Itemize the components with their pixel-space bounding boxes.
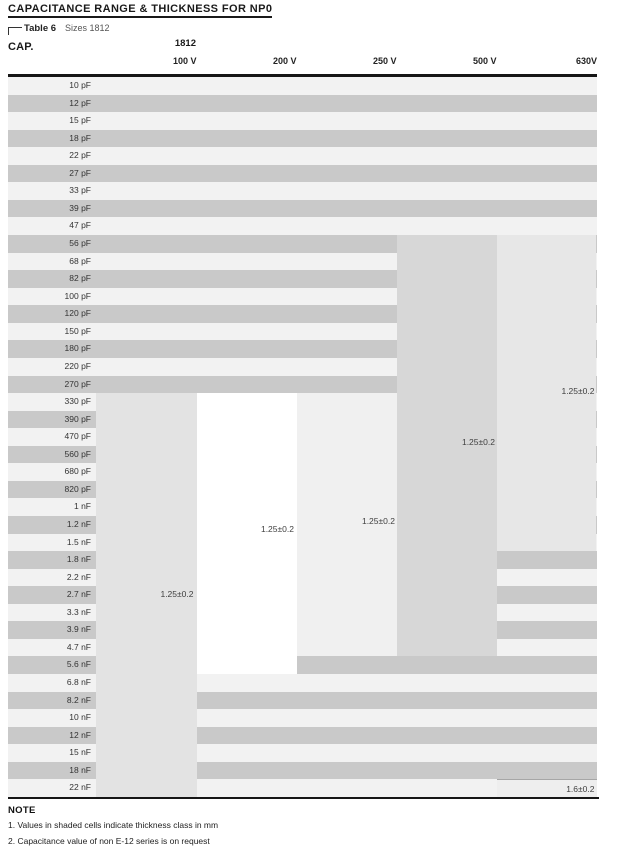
cap-row-label: 6.8 nF — [66, 677, 91, 688]
cap-row-label: 47 pF — [69, 220, 91, 231]
cap-row-label: 56 pF — [69, 238, 91, 249]
cap-row-label: 100 pF — [64, 290, 91, 301]
cap-row-label: 1.8 nF — [66, 554, 91, 565]
cap-row-stripe — [8, 130, 597, 148]
page-title: CAPACITANCE RANGE & THICKNESS FOR NP0 — [8, 3, 272, 18]
thickness-value: 1.6±0.2 — [566, 783, 595, 794]
cap-row-label: 1 nF — [73, 501, 91, 512]
corner-bracket-icon — [8, 27, 22, 35]
cap-row-label: 220 pF — [64, 360, 91, 371]
cap-row-stripe — [8, 165, 597, 183]
cap-row-label: 4.7 nF — [66, 641, 91, 652]
cap-row-label: 12 pF — [69, 97, 91, 108]
cap-row-label: 820 pF — [64, 483, 91, 494]
note-item-2: 2. Capacitance value of non E-12 series is on request — [8, 836, 210, 846]
size-group-header: 1812 — [174, 38, 196, 49]
cap-row-label: 180 pF — [64, 343, 91, 354]
note-item-1: 1. Values in shaded cells indicate thickness class in mm — [8, 820, 219, 830]
cap-row-label: 18 pF — [69, 132, 91, 143]
cap-row-label: 15 pF — [69, 115, 91, 126]
cap-row-label: 3.9 nF — [66, 624, 91, 635]
cap-row-label: 470 pF — [64, 431, 91, 442]
cap-row-label: 22 pF — [69, 150, 91, 161]
column-header-500v: 500 V — [472, 56, 497, 66]
thickness-value: 1.25±0.2 — [361, 515, 395, 526]
cap-column-header: CAP. — [8, 41, 34, 53]
thickness-value: 1.25±0.2 — [160, 588, 194, 599]
cap-row-label: 120 pF — [64, 308, 91, 319]
cap-row-label: 2.7 nF — [66, 589, 91, 600]
cap-row-label: 68 pF — [69, 255, 91, 266]
cap-row-label: 10 nF — [69, 712, 91, 723]
cap-row-label: 82 pF — [69, 273, 91, 284]
table-caption — [8, 23, 110, 37]
cap-row-label: 330 pF — [64, 396, 91, 407]
cap-row-label: 5.6 nF — [66, 659, 91, 670]
cap-row-stripe — [8, 112, 597, 130]
cap-row-label: 3.3 nF — [66, 606, 91, 617]
table-subtitle: Sizes 1812 — [65, 23, 110, 33]
cap-row-label: 18 nF — [69, 764, 91, 775]
thickness-value: 1.25±0.2 — [561, 386, 595, 396]
column-header-630v: 630V — [575, 56, 597, 66]
note-heading: NOTE — [8, 805, 36, 816]
table-number: Table 6 — [24, 23, 57, 34]
table-bottom-rule — [8, 797, 599, 799]
cap-row-label: 1.5 nF — [66, 536, 91, 547]
column-header-250v: 250 V — [372, 56, 397, 66]
cap-row-label: 680 pF — [64, 466, 91, 477]
column-header-200v: 200 V — [272, 56, 297, 66]
cap-row-label: 12 nF — [69, 729, 91, 740]
cap-row-label: 390 pF — [64, 413, 91, 424]
cap-row-label: 150 pF — [64, 325, 91, 336]
cap-row-label: 27 pF — [69, 167, 91, 178]
cap-row-label: 10 pF — [69, 80, 91, 90]
cap-row-label: 8.2 nF — [66, 694, 91, 705]
cap-row-stripe — [8, 95, 597, 113]
cap-row-stripe — [8, 200, 597, 218]
thickness-value: 1.25±0.2 — [461, 436, 495, 447]
cap-row-stripe — [8, 77, 597, 95]
cap-row-label: 270 pF — [64, 378, 91, 389]
cap-row-label: 39 pF — [69, 202, 91, 213]
cap-row-label: 2.2 nF — [66, 571, 91, 582]
cap-row-label: 1.2 nF — [66, 519, 91, 529]
thickness-block-200v — [197, 393, 297, 674]
cap-row-label: 560 pF — [64, 448, 91, 459]
cap-row-stripe — [8, 147, 597, 165]
cap-row-stripe — [8, 217, 597, 235]
column-header-100v: 100 V — [172, 56, 197, 66]
cap-row-label: 15 nF — [69, 747, 91, 758]
cap-row-stripe — [8, 182, 597, 200]
thickness-value: 1.25±0.2 — [260, 523, 294, 534]
cap-row-label: 22 nF — [69, 782, 91, 793]
cap-row-label: 33 pF — [69, 185, 91, 196]
